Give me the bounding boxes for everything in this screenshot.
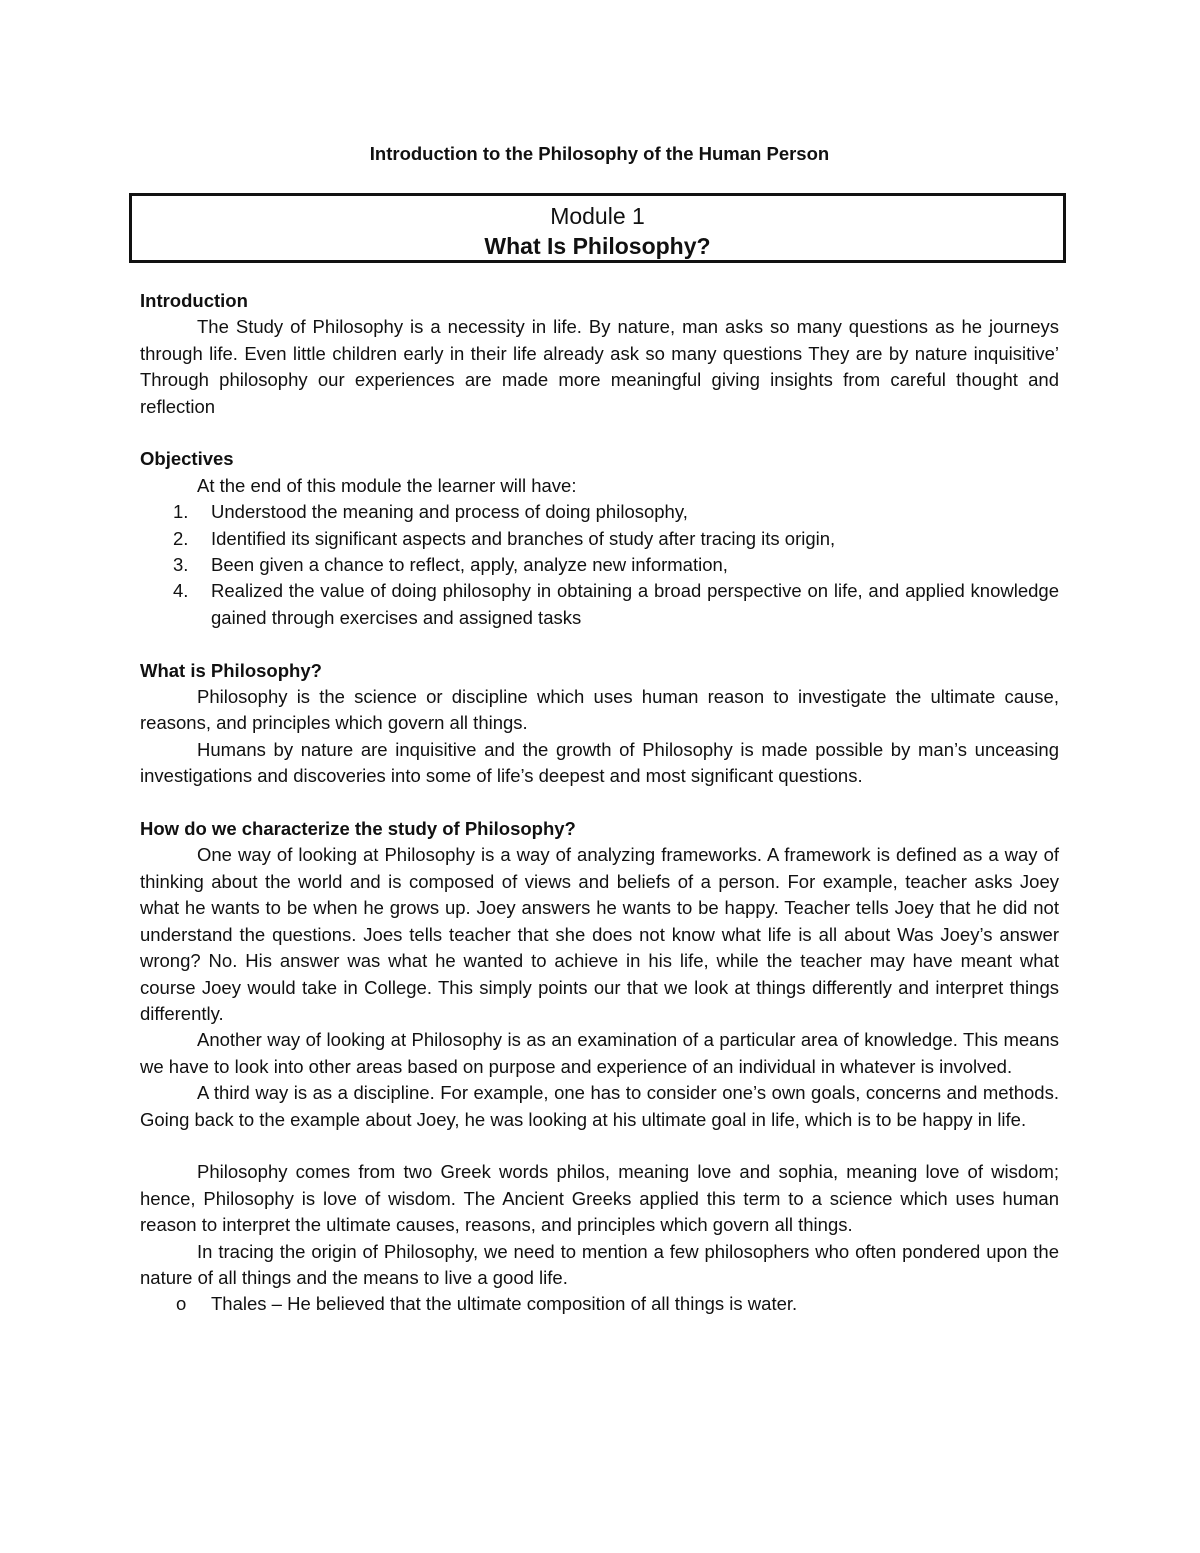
bullet-marker: o (176, 1293, 187, 1315)
list-item-text: Identified its significant aspects and branches of study after tracing its origin, (211, 527, 836, 549)
module-title: What Is Philosophy? (484, 233, 711, 259)
objectives-heading: Objectives (140, 448, 234, 470)
characterize-heading: How do we characterize the study of Philosophy? (140, 818, 576, 840)
list-item (140, 578, 1059, 631)
module-title-box (129, 193, 1066, 263)
list-number: 1. (173, 501, 189, 523)
body-paragraph: A third way is as a discipline. For example, one has to consider one’s own goals, concerns and methods. Going back to the example about Joey, he was looking at his ultimate goal in life, which is to be happy in life. (140, 1082, 1059, 1130)
what-is-philosophy-heading: What is Philosophy? (140, 659, 322, 681)
body-paragraph: Philosophy is the science or discipline which uses human reason to investigate the ultimate cause, reasons, and principles which govern all things. (140, 686, 1059, 734)
list-item-text: Realized the value of doing philosophy in obtaining a broad perspective on life, and applied knowledge gained through exercises and assigned tasks (211, 580, 1059, 628)
list-number: 4. (173, 580, 189, 602)
list-item (140, 499, 1059, 525)
document-page (140, 141, 1059, 1318)
list-number: 3. (173, 554, 189, 576)
module-number: Module 1 (550, 203, 645, 229)
list-item (140, 1291, 1059, 1317)
philosophers-list (140, 1291, 1059, 1317)
body-paragraph: One way of looking at Philosophy is a way of analyzing frameworks. A framework is defined as a way of thinking about the world and is composed of views and beliefs of a person. For example, teacher asks Joey what he wants to be when he grows up. Joey answers he wants to be happy. Teacher tells Joey that he did not understand the questions. Joes tells teacher that she does not know what life is all about Was Joey’s answer wrong? No. His answer was what he wanted to achieve in his life, while the teacher may have meant what course Joey would take in College. This simply points our that we look at things differently and interpret things differently. (140, 844, 1059, 1024)
objectives-lead: At the end of this module the learner will have: (197, 474, 577, 496)
list-item (140, 552, 1059, 578)
spacer (140, 631, 1059, 657)
spacer (140, 790, 1059, 816)
spacer (140, 420, 1059, 446)
body-paragraph: Humans by nature are inquisitive and the growth of Philosophy is made possible by man’s unceasing investigations and discoveries into some of life’s deepest and most significant questions. (140, 738, 1059, 787)
body-paragraph: Philosophy comes from two Greek words philos, meaning love and sophia, meaning love of wisdom; hence, Philosophy is love of wisdom. The Ancient Greeks applied this term to a science which uses human reason to interpret the ultimate causes, reasons, and principles which govern all things. (140, 1161, 1059, 1236)
spacer (140, 1133, 1059, 1159)
introduction-heading: Introduction (140, 290, 248, 311)
list-item (140, 526, 1059, 552)
list-item-text: Thales – He believed that the ultimate composition of all things is water. (211, 1293, 798, 1315)
document-title: Introduction to the Philosophy of the Human Person (369, 143, 830, 164)
body-paragraph: Another way of looking at Philosophy is as an examination of a particular area of knowledge. This means we have to look into other areas based on purpose and experience of an individual in whatever is involved. (140, 1029, 1059, 1077)
list-item-text: Understood the meaning and process of doing philosophy, (211, 501, 688, 523)
introduction-paragraph: The Study of Philosophy is a necessity in life. By nature, man asks so many questions as he journeys through life. Even little children early in their life already ask so many questions They are by nature inquisitive’ Through philosophy our experiences are made more meaningful giving insights from careful thought and reflection (140, 316, 1059, 417)
list-item-text: Been given a chance to reflect, apply, analyze new information, (211, 554, 728, 576)
list-number: 2. (173, 527, 189, 549)
body-paragraph: In tracing the origin of Philosophy, we need to mention a few philosophers who often pondered upon the nature of all things and the means to live a good life. (140, 1240, 1059, 1288)
objectives-list (140, 499, 1059, 631)
